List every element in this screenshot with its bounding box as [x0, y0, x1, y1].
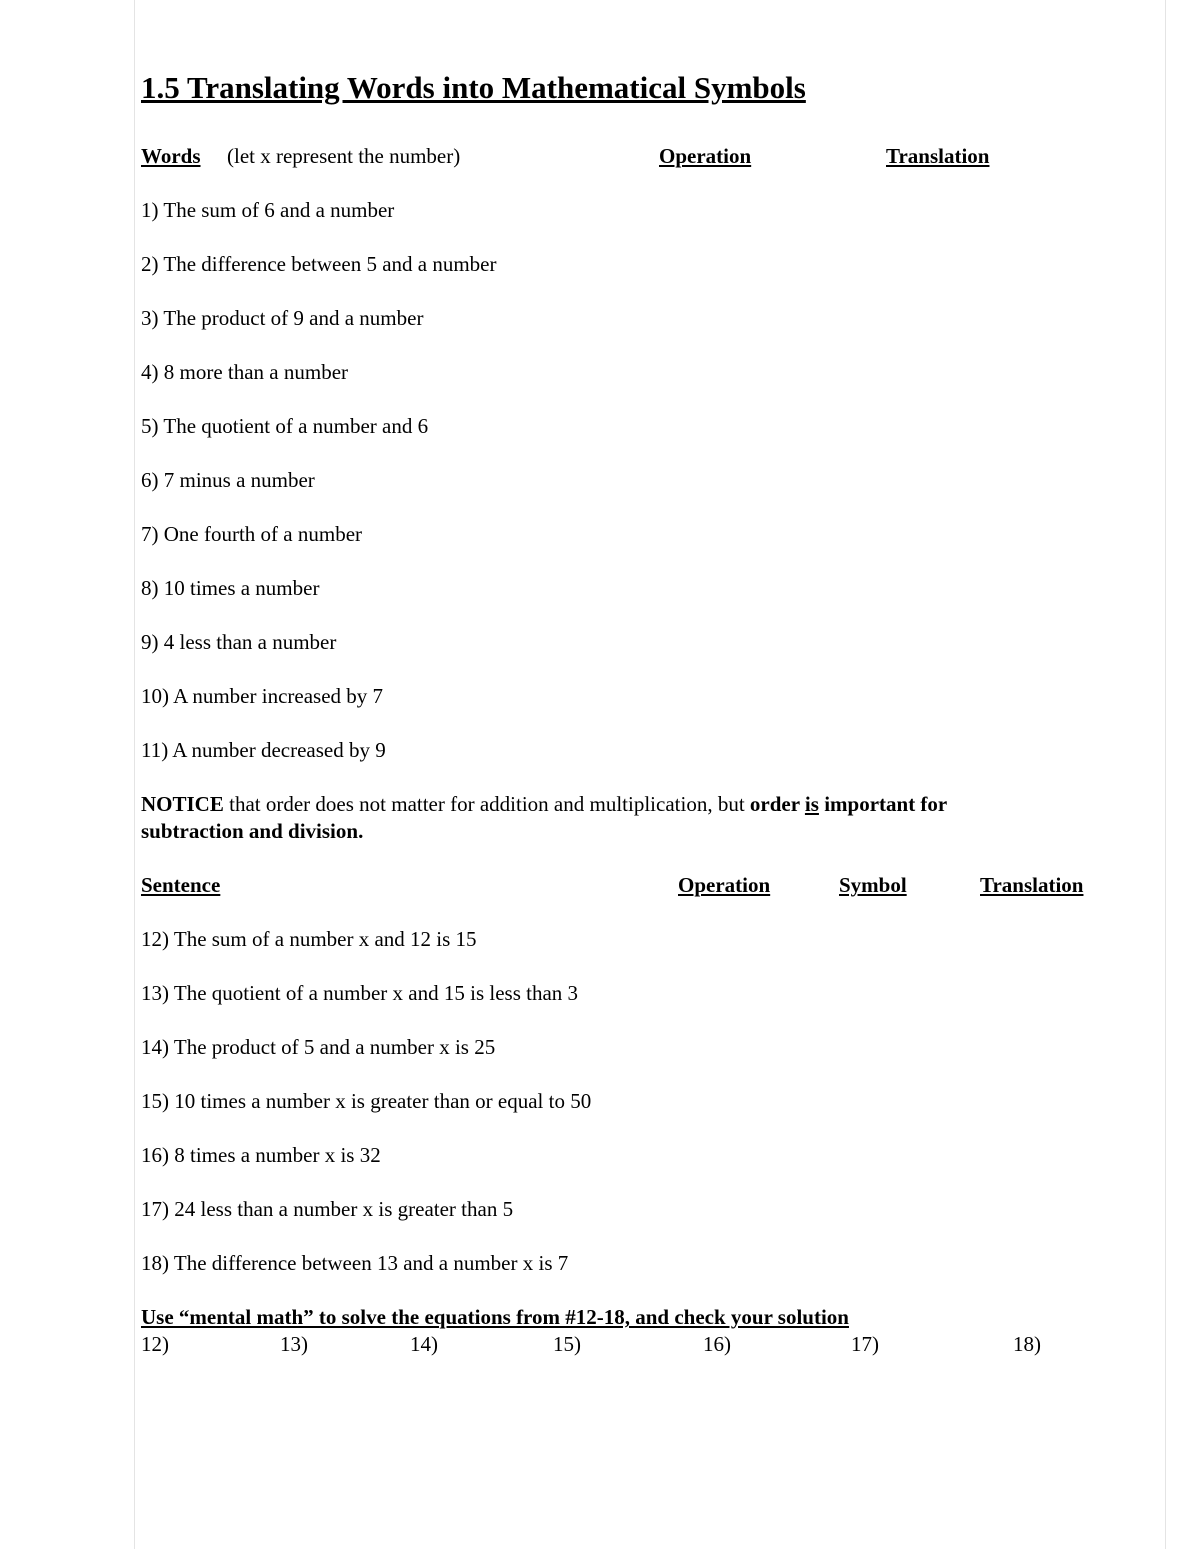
header-translation-2: Translation	[980, 873, 1084, 897]
list-item: 6) 7 minus a number	[141, 468, 315, 492]
list-item: 11) A number decreased by 9	[141, 738, 386, 762]
notice-text: that order does not matter for addition and multiplication, but	[223, 792, 750, 816]
list-item: 18) The difference between 13 and a number x is 7	[141, 1251, 569, 1275]
notice-lead: NOTICE	[141, 792, 224, 816]
answer-label: 16)	[703, 1332, 731, 1356]
answer-label: 17)	[851, 1332, 879, 1356]
list-item: 15) 10 times a number x is greater than or equal to 50	[141, 1089, 592, 1113]
list-item: 1) The sum of 6 and a number	[141, 198, 395, 222]
header-operation: Operation	[659, 144, 752, 168]
header-words: Words	[141, 144, 201, 168]
list-item: 12) The sum of a number x and 12 is 15	[141, 927, 477, 951]
list-item: 2) The difference between 5 and a number	[141, 252, 497, 276]
list-item: 4) 8 more than a number	[141, 360, 349, 384]
page-border-right	[1165, 0, 1166, 1549]
notice-bold-end: important for	[818, 792, 948, 816]
answer-label: 12)	[141, 1332, 169, 1356]
list-item: 3) The product of 9 and a number	[141, 306, 424, 330]
list-item: 10) A number increased by 7	[141, 684, 384, 708]
header-sentence: Sentence	[141, 873, 221, 897]
header-words-note: (let x represent the number)	[227, 144, 461, 168]
list-item: 8) 10 times a number	[141, 576, 320, 600]
answer-label: 13)	[280, 1332, 308, 1356]
list-item: 17) 24 less than a number x is greater than 5	[141, 1197, 514, 1221]
notice-line-1	[141, 792, 947, 817]
list-item: 9) 4 less than a number	[141, 630, 337, 654]
answer-label: 18)	[1013, 1332, 1041, 1356]
list-item: 5) The quotient of a number and 6	[141, 414, 429, 438]
list-item: 14) The product of 5 and a number x is 25	[141, 1035, 496, 1059]
header-symbol: Symbol	[839, 873, 907, 897]
notice-line-2: subtraction and division.	[141, 819, 364, 843]
notice-bold-underline: is	[804, 792, 819, 816]
header-translation: Translation	[886, 144, 990, 168]
page-border-left	[134, 0, 135, 1549]
page-title: 1.5 Translating Words into Mathematical Symbols	[141, 70, 806, 105]
notice-bold: order	[749, 792, 805, 816]
list-item: 16) 8 times a number x is 32	[141, 1143, 381, 1167]
list-item: 13) The quotient of a number x and 15 is less than 3	[141, 981, 579, 1005]
answer-label: 14)	[410, 1332, 438, 1356]
list-item: 7) One fourth of a number	[141, 522, 363, 546]
answer-label: 15)	[553, 1332, 581, 1356]
mental-math-heading: Use “mental math” to solve the equations from #12-18, and check your solution	[141, 1305, 849, 1329]
header-operation-2: Operation	[678, 873, 771, 897]
